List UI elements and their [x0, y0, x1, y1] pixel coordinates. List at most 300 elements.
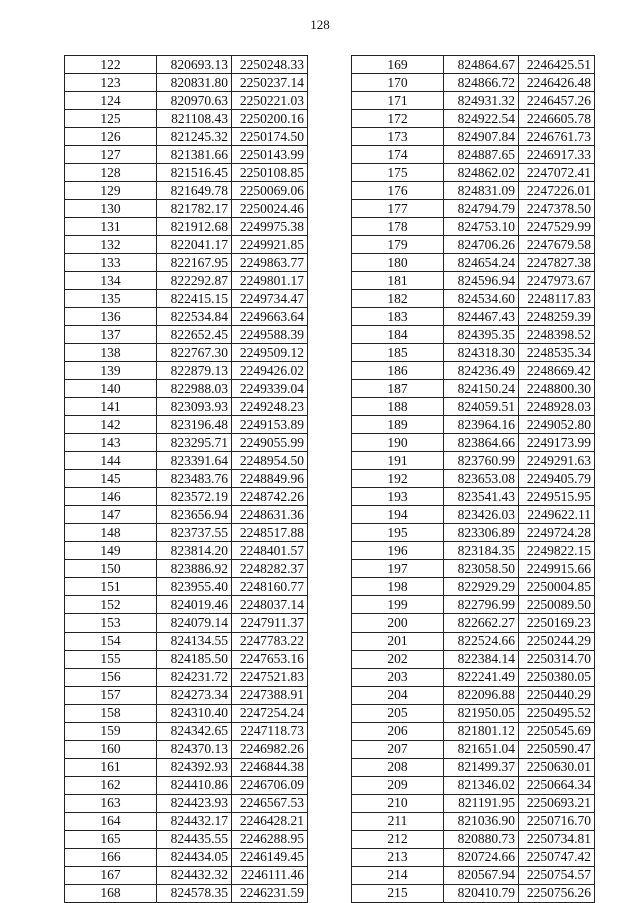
y-coordinate-cell: 2246844.38	[232, 758, 308, 776]
y-coordinate-cell: 2249734.47	[232, 290, 308, 308]
point-number-cell: 196	[352, 542, 444, 560]
table-row	[65, 128, 308, 146]
y-coordinate-cell: 2250754.57	[519, 866, 595, 884]
point-number-cell: 122	[65, 56, 157, 74]
x-coordinate-cell: 824831.09	[444, 182, 519, 200]
y-coordinate-cell: 2249248.23	[232, 398, 308, 416]
point-number-cell: 148	[65, 524, 157, 542]
point-number-cell: 137	[65, 326, 157, 344]
x-coordinate-cell: 822167.95	[157, 254, 232, 272]
point-number-cell: 138	[65, 344, 157, 362]
point-number-cell: 183	[352, 308, 444, 326]
table-row	[352, 812, 595, 830]
x-coordinate-cell: 824578.35	[157, 884, 232, 902]
point-number-cell: 152	[65, 596, 157, 614]
table-row	[65, 632, 308, 650]
x-coordinate-cell: 824079.14	[157, 614, 232, 632]
y-coordinate-cell: 2247783.22	[232, 632, 308, 650]
table-row	[65, 92, 308, 110]
x-coordinate-cell: 823886.92	[157, 560, 232, 578]
table-row	[352, 506, 595, 524]
x-coordinate-cell: 821950.05	[444, 704, 519, 722]
point-number-cell: 164	[65, 812, 157, 830]
table-row	[65, 686, 308, 704]
y-coordinate-cell: 2249173.99	[519, 434, 595, 452]
y-coordinate-cell: 2249863.77	[232, 254, 308, 272]
point-number-cell: 125	[65, 110, 157, 128]
point-number-cell: 215	[352, 884, 444, 902]
y-coordinate-cell: 2250237.14	[232, 74, 308, 92]
x-coordinate-cell: 824273.34	[157, 686, 232, 704]
table-row	[352, 182, 595, 200]
point-number-cell: 208	[352, 758, 444, 776]
y-coordinate-cell: 2249921.85	[232, 236, 308, 254]
x-coordinate-cell: 824534.60	[444, 290, 519, 308]
point-number-cell: 171	[352, 92, 444, 110]
table-row	[65, 776, 308, 794]
point-number-cell: 190	[352, 434, 444, 452]
table-row	[65, 452, 308, 470]
y-coordinate-cell: 2247254.24	[232, 704, 308, 722]
point-number-cell: 198	[352, 578, 444, 596]
x-coordinate-cell: 820410.79	[444, 884, 519, 902]
point-number-cell: 172	[352, 110, 444, 128]
y-coordinate-cell: 2250169.23	[519, 614, 595, 632]
y-coordinate-cell: 2249622.11	[519, 506, 595, 524]
y-coordinate-cell: 2247529.99	[519, 218, 595, 236]
table-row	[65, 830, 308, 848]
x-coordinate-cell: 822929.29	[444, 578, 519, 596]
x-coordinate-cell: 824342.65	[157, 722, 232, 740]
x-coordinate-cell: 821381.66	[157, 146, 232, 164]
point-number-cell: 154	[65, 632, 157, 650]
table-row	[65, 344, 308, 362]
y-coordinate-cell: 2250693.21	[519, 794, 595, 812]
x-coordinate-cell: 824467.43	[444, 308, 519, 326]
x-coordinate-cell: 822041.17	[157, 236, 232, 254]
y-coordinate-cell: 2248800.30	[519, 380, 595, 398]
point-number-cell: 170	[352, 74, 444, 92]
table-row	[352, 110, 595, 128]
point-number-cell: 159	[65, 722, 157, 740]
x-coordinate-cell: 824435.55	[157, 830, 232, 848]
y-coordinate-cell: 2248117.83	[519, 290, 595, 308]
y-coordinate-cell: 2248037.14	[232, 596, 308, 614]
point-number-cell: 194	[352, 506, 444, 524]
table-row	[352, 848, 595, 866]
point-number-cell: 188	[352, 398, 444, 416]
x-coordinate-cell: 824019.46	[157, 596, 232, 614]
point-number-cell: 129	[65, 182, 157, 200]
point-number-cell: 186	[352, 362, 444, 380]
table-row	[65, 56, 308, 74]
point-number-cell: 162	[65, 776, 157, 794]
table-row	[65, 578, 308, 596]
point-number-cell: 204	[352, 686, 444, 704]
x-coordinate-cell: 823391.64	[157, 452, 232, 470]
y-coordinate-cell: 2248849.96	[232, 470, 308, 488]
x-coordinate-cell: 824423.93	[157, 794, 232, 812]
point-number-cell: 175	[352, 164, 444, 182]
point-number-cell: 139	[65, 362, 157, 380]
point-number-cell: 123	[65, 74, 157, 92]
x-coordinate-cell: 823295.71	[157, 434, 232, 452]
table-row	[65, 398, 308, 416]
x-coordinate-cell: 822988.03	[157, 380, 232, 398]
table-row	[65, 236, 308, 254]
point-number-cell: 161	[65, 758, 157, 776]
y-coordinate-cell: 2248282.37	[232, 560, 308, 578]
coordinate-table-right	[351, 55, 595, 903]
x-coordinate-cell: 824887.65	[444, 146, 519, 164]
point-number-cell: 147	[65, 506, 157, 524]
table-row	[352, 704, 595, 722]
table-row	[352, 668, 595, 686]
point-number-cell: 169	[352, 56, 444, 74]
y-coordinate-cell: 2248742.26	[232, 488, 308, 506]
x-coordinate-cell: 824395.35	[444, 326, 519, 344]
y-coordinate-cell: 2249339.04	[232, 380, 308, 398]
point-number-cell: 202	[352, 650, 444, 668]
page-number: 128	[310, 17, 330, 32]
x-coordinate-cell: 823541.43	[444, 488, 519, 506]
table-row	[65, 416, 308, 434]
x-coordinate-cell: 821108.43	[157, 110, 232, 128]
table-row	[352, 290, 595, 308]
point-number-cell: 132	[65, 236, 157, 254]
y-coordinate-cell: 2250495.52	[519, 704, 595, 722]
table-row	[65, 866, 308, 884]
point-number-cell: 179	[352, 236, 444, 254]
point-number-cell: 176	[352, 182, 444, 200]
point-number-cell: 187	[352, 380, 444, 398]
y-coordinate-cell: 2249975.38	[232, 218, 308, 236]
x-coordinate-cell: 824236.49	[444, 362, 519, 380]
y-coordinate-cell: 2250244.29	[519, 632, 595, 650]
x-coordinate-cell: 824931.32	[444, 92, 519, 110]
x-coordinate-cell: 824134.55	[157, 632, 232, 650]
x-coordinate-cell: 822096.88	[444, 686, 519, 704]
y-coordinate-cell: 2250440.29	[519, 686, 595, 704]
point-number-cell: 149	[65, 542, 157, 560]
y-coordinate-cell: 2250756.26	[519, 884, 595, 902]
table-row	[352, 776, 595, 794]
x-coordinate-cell: 824794.79	[444, 200, 519, 218]
table-row	[65, 74, 308, 92]
table-row	[65, 488, 308, 506]
y-coordinate-cell: 2248669.42	[519, 362, 595, 380]
point-number-cell: 165	[65, 830, 157, 848]
y-coordinate-cell: 2248954.50	[232, 452, 308, 470]
y-coordinate-cell: 2250248.33	[232, 56, 308, 74]
y-coordinate-cell: 2250143.99	[232, 146, 308, 164]
point-number-cell: 180	[352, 254, 444, 272]
y-coordinate-cell: 2246982.26	[232, 740, 308, 758]
x-coordinate-cell: 824753.10	[444, 218, 519, 236]
point-number-cell: 191	[352, 452, 444, 470]
point-number-cell: 134	[65, 272, 157, 290]
table-row	[65, 848, 308, 866]
table-row	[65, 812, 308, 830]
point-number-cell: 203	[352, 668, 444, 686]
table-row	[352, 254, 595, 272]
point-number-cell: 206	[352, 722, 444, 740]
table-row	[65, 542, 308, 560]
y-coordinate-cell: 2246706.09	[232, 776, 308, 794]
point-number-cell: 133	[65, 254, 157, 272]
x-coordinate-cell: 822384.14	[444, 650, 519, 668]
x-coordinate-cell: 822241.49	[444, 668, 519, 686]
table-row	[65, 254, 308, 272]
y-coordinate-cell: 2250734.81	[519, 830, 595, 848]
table-row	[65, 524, 308, 542]
x-coordinate-cell: 824231.72	[157, 668, 232, 686]
point-number-cell: 163	[65, 794, 157, 812]
x-coordinate-cell: 823058.50	[444, 560, 519, 578]
table-row	[352, 146, 595, 164]
x-coordinate-cell: 824410.86	[157, 776, 232, 794]
x-coordinate-cell: 821651.04	[444, 740, 519, 758]
point-number-cell: 157	[65, 686, 157, 704]
y-coordinate-cell: 2250630.01	[519, 758, 595, 776]
table-row	[352, 488, 595, 506]
point-number-cell: 127	[65, 146, 157, 164]
table-row	[352, 650, 595, 668]
table-row	[65, 668, 308, 686]
point-number-cell: 143	[65, 434, 157, 452]
y-coordinate-cell: 2250664.34	[519, 776, 595, 794]
y-coordinate-cell: 2247911.37	[232, 614, 308, 632]
x-coordinate-cell: 823964.16	[444, 416, 519, 434]
point-number-cell: 209	[352, 776, 444, 794]
table-row	[65, 794, 308, 812]
y-coordinate-cell: 2250545.69	[519, 722, 595, 740]
y-coordinate-cell: 2247388.91	[232, 686, 308, 704]
y-coordinate-cell: 2246917.33	[519, 146, 595, 164]
y-coordinate-cell: 2249515.95	[519, 488, 595, 506]
point-number-cell: 126	[65, 128, 157, 146]
x-coordinate-cell: 823306.89	[444, 524, 519, 542]
y-coordinate-cell: 2248535.34	[519, 344, 595, 362]
x-coordinate-cell: 824392.93	[157, 758, 232, 776]
y-coordinate-cell: 2247653.16	[232, 650, 308, 668]
point-number-cell: 185	[352, 344, 444, 362]
table-row	[65, 434, 308, 452]
point-number-cell: 130	[65, 200, 157, 218]
point-number-cell: 195	[352, 524, 444, 542]
x-coordinate-cell: 823184.35	[444, 542, 519, 560]
x-coordinate-cell: 822524.66	[444, 632, 519, 650]
y-coordinate-cell: 2250200.16	[232, 110, 308, 128]
table-row	[65, 146, 308, 164]
point-number-cell: 174	[352, 146, 444, 164]
point-number-cell: 189	[352, 416, 444, 434]
point-number-cell: 131	[65, 218, 157, 236]
point-number-cell: 135	[65, 290, 157, 308]
x-coordinate-cell: 822534.84	[157, 308, 232, 326]
table-row	[352, 560, 595, 578]
point-number-cell: 182	[352, 290, 444, 308]
x-coordinate-cell: 820724.66	[444, 848, 519, 866]
point-number-cell: 214	[352, 866, 444, 884]
x-coordinate-cell: 823955.40	[157, 578, 232, 596]
y-coordinate-cell: 2247118.73	[232, 722, 308, 740]
point-number-cell: 199	[352, 596, 444, 614]
y-coordinate-cell: 2246428.21	[232, 812, 308, 830]
y-coordinate-cell: 2246426.48	[519, 74, 595, 92]
point-number-cell: 150	[65, 560, 157, 578]
point-number-cell: 192	[352, 470, 444, 488]
table-row	[65, 470, 308, 488]
table-row	[352, 632, 595, 650]
table-row	[352, 272, 595, 290]
table-row	[352, 380, 595, 398]
table-row	[65, 290, 308, 308]
y-coordinate-cell: 2248517.88	[232, 524, 308, 542]
y-coordinate-cell: 2246288.95	[232, 830, 308, 848]
x-coordinate-cell: 824059.51	[444, 398, 519, 416]
point-number-cell: 210	[352, 794, 444, 812]
y-coordinate-cell: 2249822.15	[519, 542, 595, 560]
table-row	[352, 398, 595, 416]
point-number-cell: 197	[352, 560, 444, 578]
point-number-cell: 153	[65, 614, 157, 632]
point-number-cell: 200	[352, 614, 444, 632]
x-coordinate-cell: 820693.13	[157, 56, 232, 74]
table-row	[352, 614, 595, 632]
x-coordinate-cell: 824862.02	[444, 164, 519, 182]
x-coordinate-cell: 824434.05	[157, 848, 232, 866]
x-coordinate-cell: 823426.03	[444, 506, 519, 524]
x-coordinate-cell: 824432.32	[157, 866, 232, 884]
y-coordinate-cell: 2250590.47	[519, 740, 595, 758]
table-row	[352, 308, 595, 326]
x-coordinate-cell: 824370.13	[157, 740, 232, 758]
table-row	[352, 452, 595, 470]
table-row	[352, 236, 595, 254]
y-coordinate-cell: 2250221.03	[232, 92, 308, 110]
y-coordinate-cell: 2248401.57	[232, 542, 308, 560]
table-row	[65, 614, 308, 632]
y-coordinate-cell: 2248631.36	[232, 506, 308, 524]
table-row	[352, 74, 595, 92]
x-coordinate-cell: 822652.45	[157, 326, 232, 344]
point-number-cell: 173	[352, 128, 444, 146]
x-coordinate-cell: 824922.54	[444, 110, 519, 128]
table-row	[65, 164, 308, 182]
point-number-cell: 213	[352, 848, 444, 866]
x-coordinate-cell: 824150.24	[444, 380, 519, 398]
table-row	[65, 110, 308, 128]
y-coordinate-cell: 2250069.06	[232, 182, 308, 200]
y-coordinate-cell: 2246425.51	[519, 56, 595, 74]
point-number-cell: 178	[352, 218, 444, 236]
y-coordinate-cell: 2246457.26	[519, 92, 595, 110]
y-coordinate-cell: 2247072.41	[519, 164, 595, 182]
y-coordinate-cell: 2250024.46	[232, 200, 308, 218]
x-coordinate-cell: 824654.24	[444, 254, 519, 272]
x-coordinate-cell: 821245.32	[157, 128, 232, 146]
point-number-cell: 158	[65, 704, 157, 722]
y-coordinate-cell: 2247521.83	[232, 668, 308, 686]
table-row	[352, 362, 595, 380]
x-coordinate-cell: 821782.17	[157, 200, 232, 218]
x-coordinate-cell: 824706.26	[444, 236, 519, 254]
x-coordinate-cell: 821499.37	[444, 758, 519, 776]
point-number-cell: 193	[352, 488, 444, 506]
y-coordinate-cell: 2249915.66	[519, 560, 595, 578]
point-number-cell: 145	[65, 470, 157, 488]
y-coordinate-cell: 2250174.50	[232, 128, 308, 146]
x-coordinate-cell: 821801.12	[444, 722, 519, 740]
point-number-cell: 142	[65, 416, 157, 434]
point-number-cell: 205	[352, 704, 444, 722]
table-row	[65, 326, 308, 344]
table-row	[352, 218, 595, 236]
point-number-cell: 140	[65, 380, 157, 398]
y-coordinate-cell: 2248398.52	[519, 326, 595, 344]
x-coordinate-cell: 823656.94	[157, 506, 232, 524]
x-coordinate-cell: 821912.68	[157, 218, 232, 236]
x-coordinate-cell: 824318.30	[444, 344, 519, 362]
x-coordinate-cell: 823653.08	[444, 470, 519, 488]
point-number-cell: 141	[65, 398, 157, 416]
table-row	[65, 272, 308, 290]
x-coordinate-cell: 820567.94	[444, 866, 519, 884]
table-row	[352, 686, 595, 704]
table-row	[352, 416, 595, 434]
x-coordinate-cell: 824432.17	[157, 812, 232, 830]
y-coordinate-cell: 2249588.39	[232, 326, 308, 344]
table-row	[352, 200, 595, 218]
table-row	[65, 218, 308, 236]
table-row	[65, 200, 308, 218]
y-coordinate-cell: 2246761.73	[519, 128, 595, 146]
table-row	[352, 740, 595, 758]
y-coordinate-cell: 2250108.85	[232, 164, 308, 182]
y-coordinate-cell: 2246149.45	[232, 848, 308, 866]
table-row	[352, 524, 595, 542]
x-coordinate-cell: 820970.63	[157, 92, 232, 110]
x-coordinate-cell: 823760.99	[444, 452, 519, 470]
table-row	[65, 722, 308, 740]
y-coordinate-cell: 2247226.01	[519, 182, 595, 200]
table-row	[65, 650, 308, 668]
point-number-cell: 207	[352, 740, 444, 758]
point-number-cell: 167	[65, 866, 157, 884]
x-coordinate-cell: 824185.50	[157, 650, 232, 668]
y-coordinate-cell: 2249055.99	[232, 434, 308, 452]
table-row	[65, 560, 308, 578]
x-coordinate-cell: 822796.99	[444, 596, 519, 614]
y-coordinate-cell: 2246111.46	[232, 866, 308, 884]
y-coordinate-cell: 2246567.53	[232, 794, 308, 812]
y-coordinate-cell: 2247827.38	[519, 254, 595, 272]
point-number-cell: 168	[65, 884, 157, 902]
point-number-cell: 201	[352, 632, 444, 650]
point-number-cell: 128	[65, 164, 157, 182]
x-coordinate-cell: 823737.55	[157, 524, 232, 542]
point-number-cell: 146	[65, 488, 157, 506]
x-coordinate-cell: 822767.30	[157, 344, 232, 362]
table-row	[352, 56, 595, 74]
table-row	[65, 182, 308, 200]
table-row	[352, 344, 595, 362]
table-row	[65, 596, 308, 614]
point-number-cell: 177	[352, 200, 444, 218]
x-coordinate-cell: 822415.15	[157, 290, 232, 308]
table-row	[65, 362, 308, 380]
